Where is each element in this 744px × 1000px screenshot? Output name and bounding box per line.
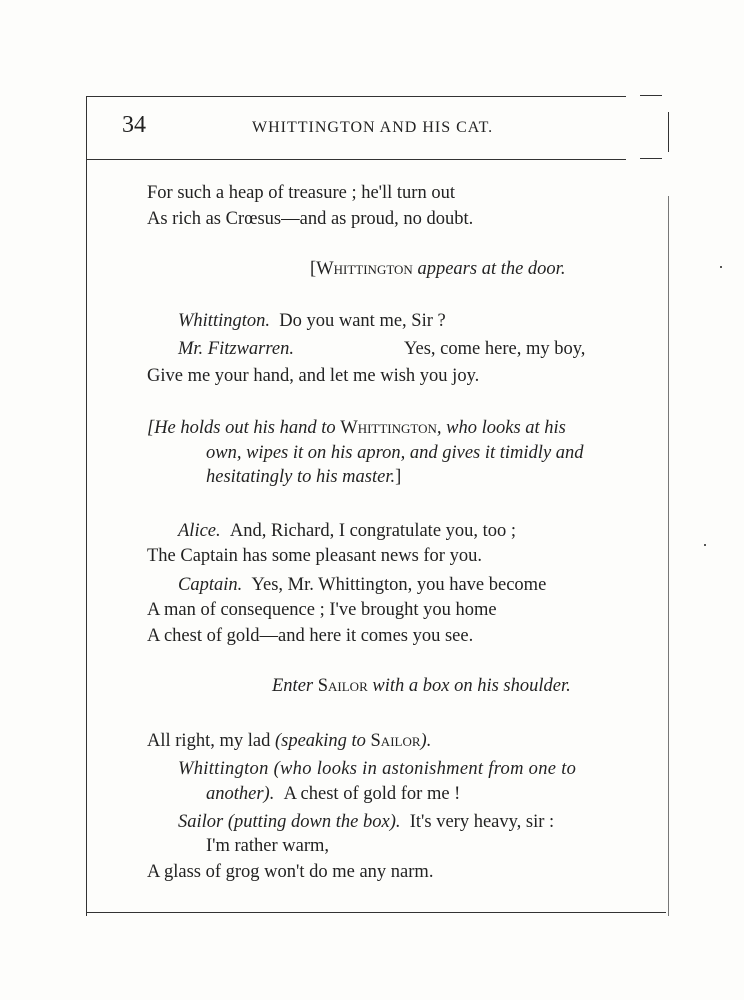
speech: Yes, come here, my boy, (404, 339, 586, 359)
character-name: Whittington (340, 418, 437, 438)
direction-text: with a box on his shoulder. (367, 676, 571, 696)
speech-line (178, 575, 546, 596)
stage-direction (206, 467, 401, 488)
stage-direction (310, 259, 565, 280)
speech: A chest of gold for me ! (283, 784, 461, 804)
speaker-direction: Whittington (who looks in astonishment from one to (178, 759, 577, 779)
speech: It's very heavy, sir : (409, 812, 555, 832)
running-title: WHITTINGTON AND HIS CAT. (252, 119, 494, 136)
stage-direction (272, 676, 571, 697)
character-name: Whittington (316, 259, 413, 279)
speaker-direction: Sailor (putting down the box). (178, 812, 401, 832)
verse-line: For such a heap of treasure ; he'll turn out (147, 183, 455, 203)
speech-line (178, 812, 554, 833)
verse-line: A glass of grog won't do me any narm. (147, 862, 434, 882)
verse-line: The Captain has some pleasant news for you. (147, 546, 482, 566)
speech: And, Richard, I congratulate you, too ; (229, 521, 517, 541)
header-rule (86, 159, 626, 160)
right-border-lower (668, 196, 669, 916)
direction-text: ). (420, 731, 432, 751)
speech-line (206, 784, 460, 805)
verse-line: Give me your hand, and let me wish you joy. (147, 366, 480, 386)
right-border (668, 112, 669, 152)
speaker: Alice. (178, 521, 221, 541)
bracket: [ (310, 259, 317, 279)
direction-text: (speaking to (274, 731, 371, 751)
speaker: Mr. Fitzwarren. (178, 339, 294, 359)
speech-line (178, 311, 446, 332)
speaker: Whittington. (178, 311, 270, 331)
direction-text: [He holds out his hand to (147, 418, 341, 438)
bottom-rule (86, 912, 666, 913)
verse-line: A man of consequence ; I've brought you home (147, 600, 497, 620)
verse-line (147, 731, 431, 752)
speech-line (178, 521, 516, 542)
verse-line: As rich as Crœsus—and as proud, no doubt. (147, 209, 474, 229)
header-rule-right (640, 158, 662, 159)
direction-text: own, wipes it on his apron, and gives it timidly and (206, 443, 584, 463)
speaker-direction: another). (206, 784, 275, 804)
speck (704, 544, 706, 546)
verse-line: A chest of gold—and here it comes you see. (147, 626, 474, 646)
verse-line: I'm rather warm, (206, 836, 330, 856)
speech: Do you want me, Sir ? (279, 311, 446, 331)
bracket: ] (395, 467, 402, 487)
page-number: 34 (122, 112, 146, 138)
top-rule (86, 96, 626, 97)
character-name: Sailor (317, 676, 368, 696)
stage-direction (147, 418, 566, 439)
direction-text: hesitatingly to his master. (206, 467, 396, 487)
direction-text: appears at the door. (412, 259, 566, 279)
top-rule-right (640, 95, 662, 96)
left-border (86, 96, 87, 916)
speck (720, 266, 722, 268)
character-name: Sailor (370, 731, 421, 751)
direction-text: Enter (272, 676, 318, 696)
direction-text: , who looks at his (436, 418, 566, 438)
speech: Yes, Mr. Whittington, you have become (251, 575, 547, 595)
speech: All right, my lad (147, 731, 275, 751)
speaker: Captain. (178, 575, 243, 595)
